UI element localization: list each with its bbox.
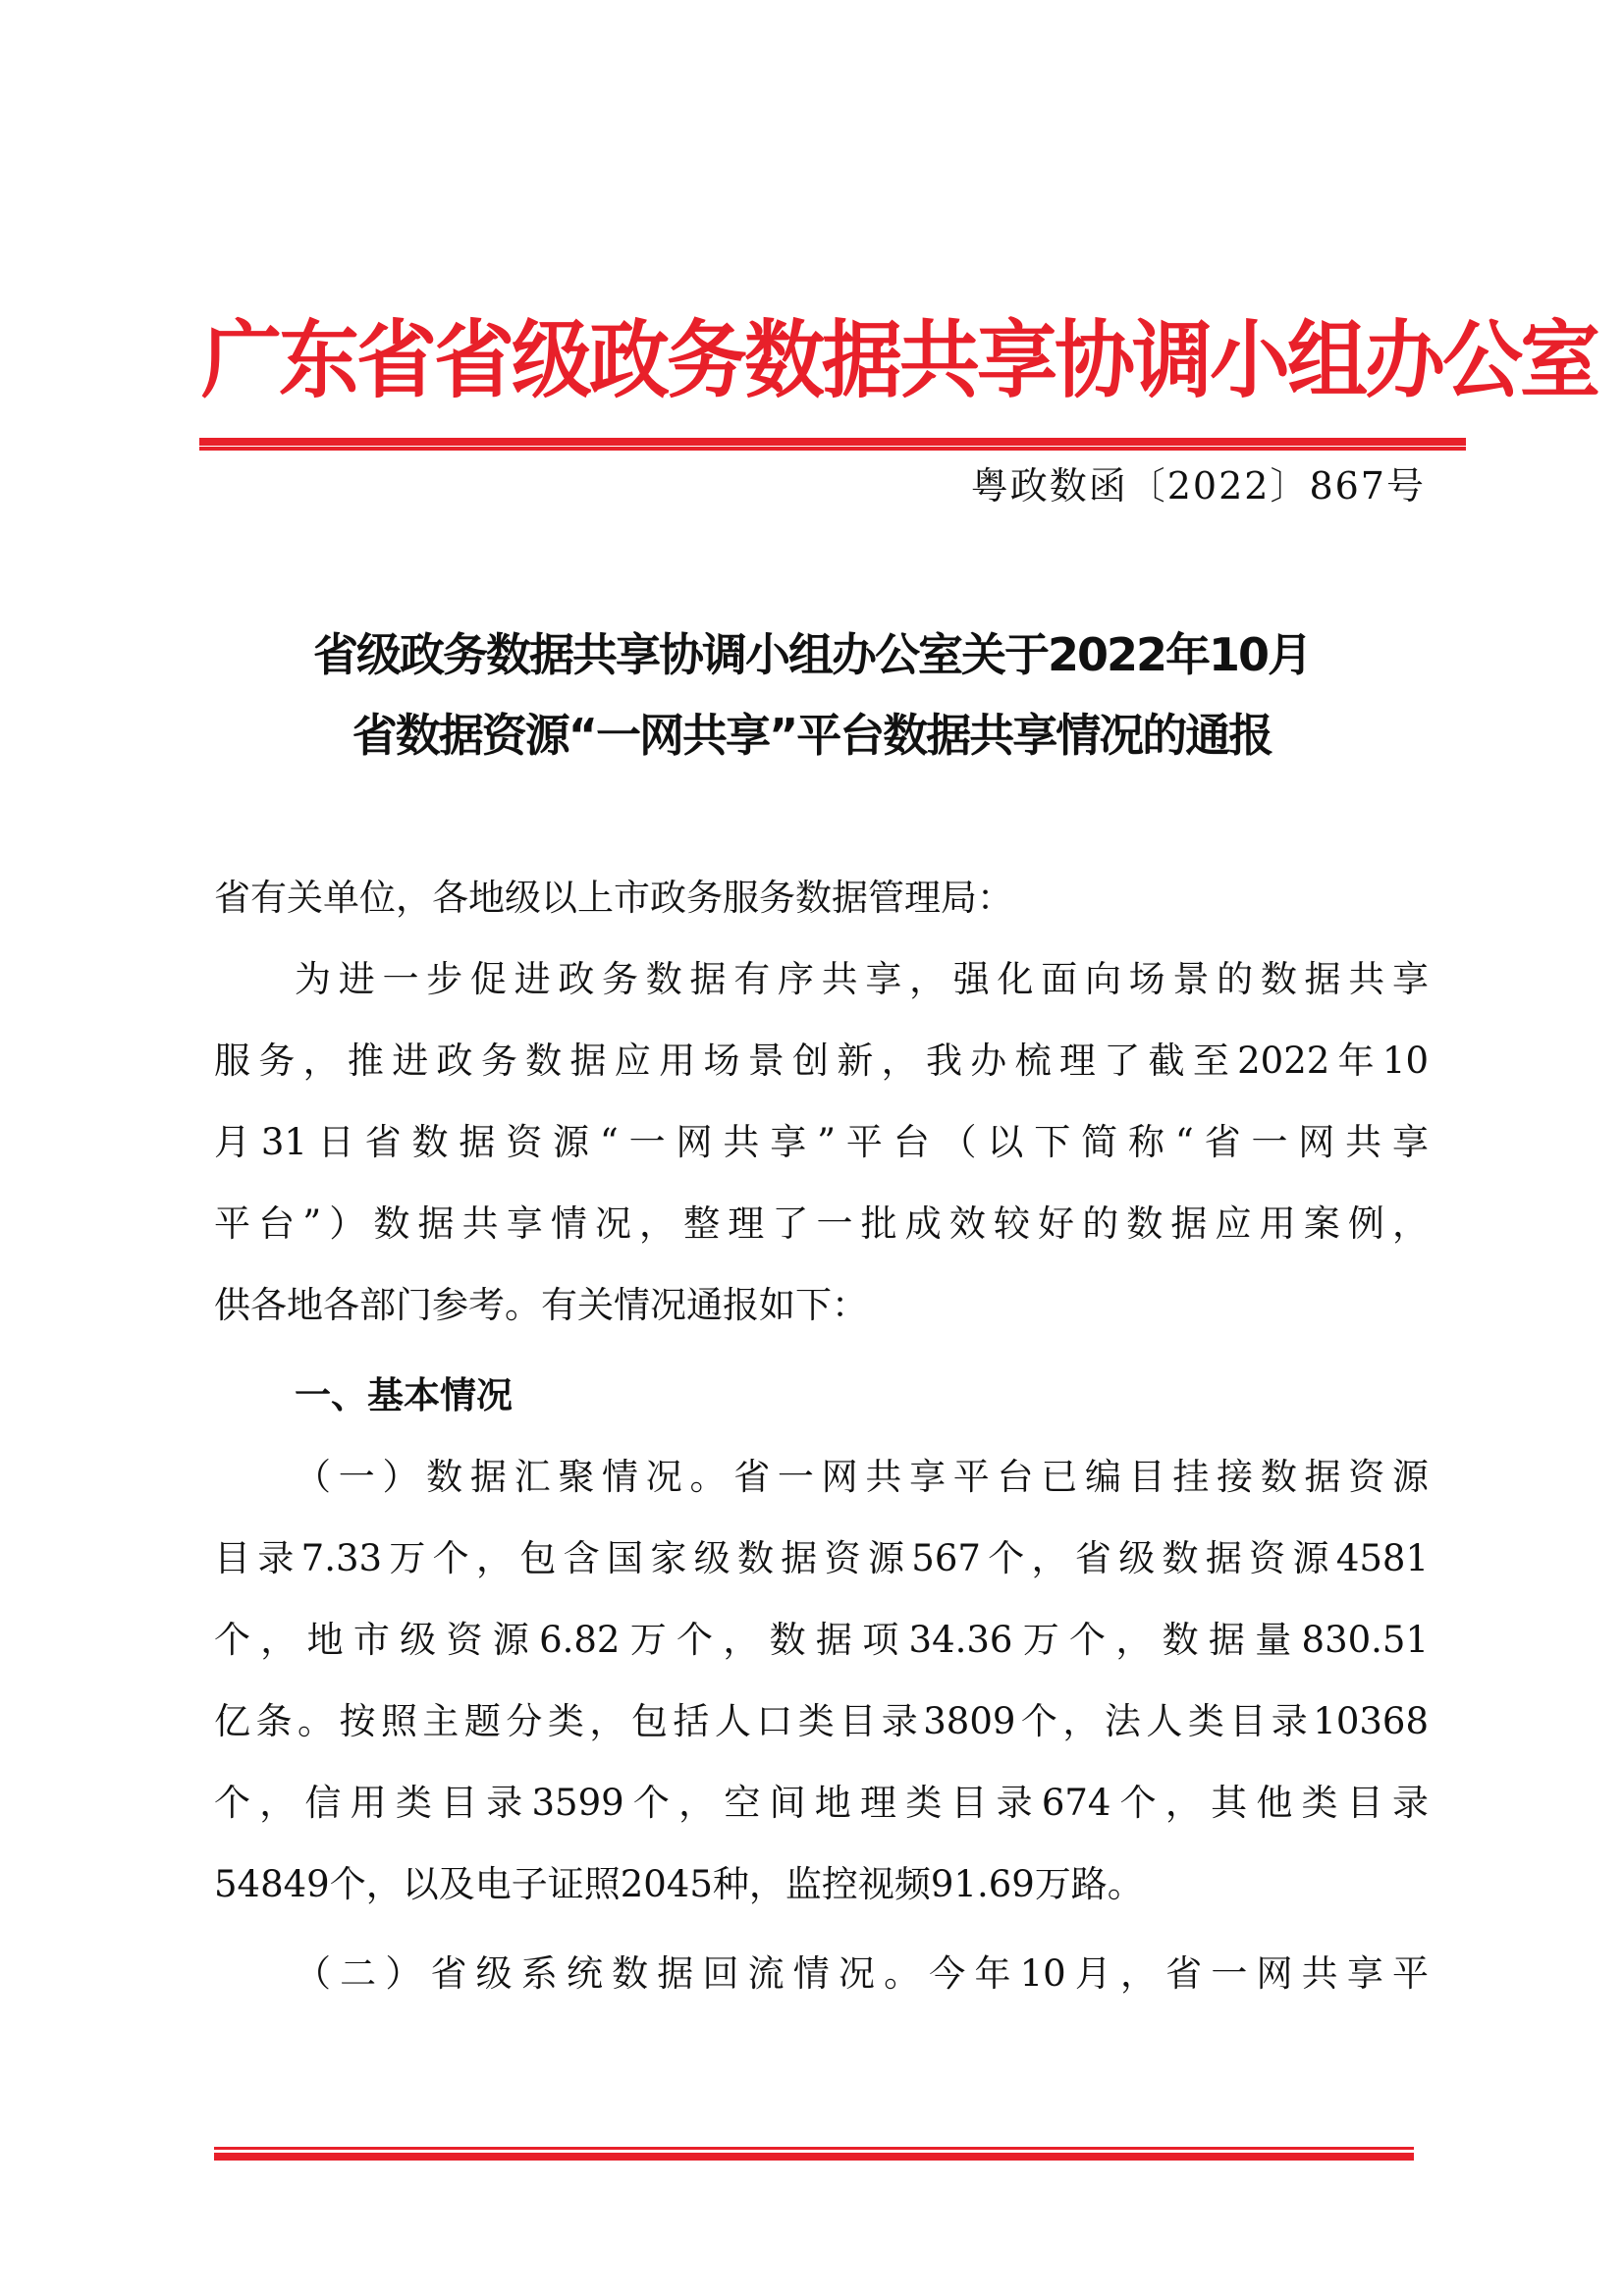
footer-rule-thin-line <box>214 2147 1414 2150</box>
subsection-1-line: 54849个，以及电子证照2045种，监控视频91.69万路。 <box>214 1863 1144 1905</box>
salutation: 省有关单位，各地级以上市政务服务数据管理局： <box>214 877 1013 919</box>
subsection-1-line: （一）数据汇聚情况。省一网共享平台已编目挂接数据资源 <box>295 1456 1429 1498</box>
subsection-1-line: 亿条。按照主题分类，包括人口类目录3809个，法人类目录10368 <box>214 1700 1429 1742</box>
footer-rule-thick-line <box>214 2153 1414 2161</box>
intro-line: 平台”）数据共享情况，整理了一批成效较好的数据应用案例， <box>214 1202 1429 1245</box>
document-title-line-1: 省级政务数据共享协调小组办公室关于2022年10月 <box>312 628 1312 681</box>
document-title-line-2: 省数据资源“一网共享”平台数据共享情况的通报 <box>352 709 1272 762</box>
section-heading-basic-situation: 一、基本情况 <box>295 1374 513 1416</box>
intro-line: 服务，推进政务数据应用场景创新，我办梳理了截至2022年10 <box>214 1040 1429 1082</box>
intro-line: 供各地各部门参考。有关情况通报如下： <box>214 1284 868 1326</box>
header-rule-gap <box>199 446 1466 447</box>
issuing-org-title: 广东省省级政务数据共享协调小组办公室 <box>201 311 1598 410</box>
footer-red-rule <box>214 2147 1414 2161</box>
subsection-1-line: 目录7.33万个，包含国家级数据资源567个，省级数据资源4581 <box>214 1537 1429 1579</box>
subsection-1-line: 个，地市级资源6.82万个，数据项34.36万个，数据量830.51 <box>214 1619 1429 1661</box>
document-number: 粤政数函〔2022〕867号 <box>970 464 1426 507</box>
header-red-rule <box>199 438 1466 451</box>
intro-line: 月31日省数据资源“一网共享”平台（以下简称“省一网共享 <box>214 1121 1429 1163</box>
subsection-2-line: （二）省级系统数据回流情况。今年10月，省一网共享平 <box>295 1952 1429 1995</box>
subsection-1-line: 个，信用类目录3599个，空间地理类目录674个，其他类目录 <box>214 1782 1429 1824</box>
intro-line: 为进一步促进政务数据有序共享，强化面向场景的数据共享 <box>295 958 1429 1000</box>
